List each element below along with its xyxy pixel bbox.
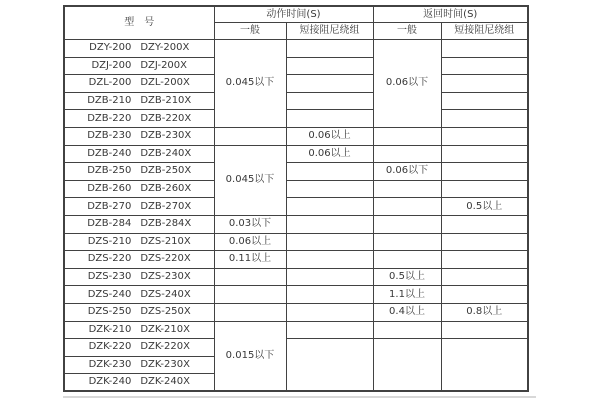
model-cell (64, 127, 214, 145)
action-short-damping-cell (286, 198, 373, 216)
spec-table-body (64, 40, 528, 392)
model-cell (64, 92, 214, 110)
model-name: DZB-284 (87, 218, 132, 230)
return-short-damping-cell (441, 339, 528, 392)
action-short-damping-cell (286, 268, 373, 286)
return-general-cell: 0.4以上 (373, 303, 441, 321)
return-short-damping-cell: 0.8以上 (441, 303, 528, 321)
return-short-damping-cell (441, 215, 528, 233)
table-row (64, 57, 528, 75)
model-name: DZB-284X (140, 218, 192, 230)
col-header-return-general: 一般 (373, 23, 441, 40)
return-general-cell: 0.06以下 (373, 40, 441, 128)
table-row (64, 163, 528, 181)
model-cell (64, 251, 214, 269)
model-cell (64, 40, 214, 58)
model-pair (65, 254, 214, 264)
model-pair (65, 114, 214, 124)
action-short-damping-cell (286, 251, 373, 269)
action-short-damping-cell (286, 286, 373, 304)
model-name: DZB-220X (140, 112, 192, 124)
return-short-damping-cell (441, 251, 528, 269)
model-name: DZS-220X (140, 253, 191, 265)
model-name: DZK-210 (88, 323, 132, 335)
table-row (64, 145, 528, 163)
return-general-cell (373, 198, 441, 216)
action-short-damping-cell (286, 40, 373, 58)
model-name: DZL-200X (140, 77, 190, 89)
model-cell (64, 163, 214, 181)
table-row (64, 268, 528, 286)
model-name: DZK-230X (140, 358, 190, 370)
model-cell (64, 321, 214, 339)
return-general-cell (373, 145, 441, 163)
model-name: DZL-200 (88, 77, 132, 89)
model-pair (65, 184, 214, 194)
model-name: DZB-230X (140, 130, 192, 142)
page-edge-shadow (63, 396, 536, 398)
action-general-cell (214, 268, 286, 286)
return-short-damping-cell (441, 268, 528, 286)
model-cell (64, 75, 214, 93)
action-short-damping-cell (286, 180, 373, 198)
model-name: DZS-210X (140, 235, 191, 247)
return-short-damping-cell (441, 92, 528, 110)
col-header-return-short-damping: 短接阻尼绕组 (441, 23, 528, 40)
action-short-damping-cell (286, 163, 373, 181)
model-pair (65, 131, 214, 141)
return-general-cell: 1.1以上 (373, 286, 441, 304)
action-general-cell (214, 286, 286, 304)
table-row (64, 127, 528, 145)
model-pair (65, 342, 214, 352)
action-short-damping-cell (286, 57, 373, 75)
model-pair (65, 43, 214, 53)
return-short-damping-cell (441, 75, 528, 93)
model-name: DZY-200X (140, 42, 190, 54)
table-row (64, 339, 528, 357)
col-header-model: 型 号 (64, 6, 214, 40)
model-name: DZB-220 (87, 112, 132, 124)
model-pair (65, 149, 214, 159)
return-short-damping-cell (441, 145, 528, 163)
model-name: DZS-240 (87, 288, 132, 300)
model-pair (65, 377, 214, 387)
action-general-cell: 0.015以下 (214, 321, 286, 391)
model-pair (65, 290, 214, 300)
model-pair (65, 219, 214, 229)
model-name: DZB-270X (140, 200, 192, 212)
table-row (64, 321, 528, 339)
table-row (64, 180, 528, 198)
model-name: DZK-240 (88, 376, 132, 388)
table-row (64, 198, 528, 216)
model-pair (65, 307, 214, 317)
col-header-action-time: 动作时间(S) (214, 6, 373, 23)
model-name: DZB-270 (87, 200, 132, 212)
model-name: DZS-220 (87, 253, 132, 265)
model-cell (64, 339, 214, 357)
col-header-action-general: 一般 (214, 23, 286, 40)
action-short-damping-cell (286, 303, 373, 321)
model-pair (65, 272, 214, 282)
model-name: DZK-220X (140, 341, 190, 353)
model-name: DZJ-200 (91, 59, 132, 71)
model-name: DZK-210X (140, 323, 190, 335)
return-general-cell (373, 233, 441, 251)
model-name: DZJ-200X (140, 59, 188, 71)
col-header-return-time: 返回时间(S) (373, 6, 528, 23)
return-short-damping-cell (441, 321, 528, 339)
model-pair (65, 202, 214, 212)
table-row (64, 251, 528, 269)
action-general-cell (214, 303, 286, 321)
model-name: DZS-210 (87, 235, 132, 247)
col-header-action-short-damping: 短接阻尼绕组 (286, 23, 373, 40)
action-short-damping-cell (286, 215, 373, 233)
model-cell (64, 215, 214, 233)
return-short-damping-cell (441, 286, 528, 304)
model-name: DZS-250X (140, 306, 191, 318)
model-pair (65, 61, 214, 71)
model-cell (64, 110, 214, 128)
return-general-cell (373, 251, 441, 269)
model-name: DZS-240X (140, 288, 191, 300)
action-short-damping-cell (286, 92, 373, 110)
model-cell (64, 286, 214, 304)
table-row (64, 303, 528, 321)
model-cell (64, 233, 214, 251)
return-general-cell (373, 180, 441, 198)
model-name: DZK-220 (88, 341, 132, 353)
model-name: DZS-230 (87, 271, 132, 283)
table-row (64, 75, 528, 93)
action-short-damping-cell (286, 339, 373, 392)
model-name: DZB-260 (87, 183, 132, 195)
spec-table-header (64, 6, 528, 40)
model-pair (65, 166, 214, 176)
action-short-damping-cell (286, 321, 373, 339)
table-row (64, 110, 528, 128)
model-name: DZK-230 (88, 358, 132, 370)
table-row (64, 215, 528, 233)
model-name: DZY-200 (89, 42, 132, 54)
return-short-damping-cell (441, 57, 528, 75)
model-name: DZB-240X (140, 147, 192, 159)
model-cell (64, 356, 214, 374)
model-cell (64, 374, 214, 392)
model-name: DZB-260X (140, 183, 192, 195)
model-pair (65, 360, 214, 370)
return-short-damping-cell: 0.5以上 (441, 198, 528, 216)
model-name: DZB-210 (87, 95, 132, 107)
table-row (64, 286, 528, 304)
model-cell (64, 145, 214, 163)
model-name: DZS-230X (140, 271, 191, 283)
model-pair (65, 325, 214, 335)
model-name: DZB-230 (87, 130, 132, 142)
action-short-damping-cell: 0.06以上 (286, 145, 373, 163)
return-short-damping-cell (441, 127, 528, 145)
model-cell (64, 268, 214, 286)
model-cell (64, 180, 214, 198)
table-row (64, 233, 528, 251)
model-pair (65, 78, 214, 88)
model-cell (64, 198, 214, 216)
return-general-cell (373, 127, 441, 145)
return-general-cell (373, 321, 441, 339)
model-name: DZB-250X (140, 165, 192, 177)
return-general-cell: 0.5以上 (373, 268, 441, 286)
model-name: DZK-240X (140, 376, 190, 388)
spec-table (63, 5, 529, 392)
table-row (64, 40, 528, 58)
model-name: DZB-210X (140, 95, 192, 107)
action-short-damping-cell (286, 110, 373, 128)
return-general-cell (373, 339, 441, 392)
model-cell (64, 57, 214, 75)
return-short-damping-cell (441, 110, 528, 128)
return-short-damping-cell (441, 180, 528, 198)
model-name: DZS-250 (87, 306, 132, 318)
action-short-damping-cell (286, 75, 373, 93)
action-short-damping-cell: 0.06以上 (286, 127, 373, 145)
model-cell (64, 303, 214, 321)
model-name: DZB-250 (87, 165, 132, 177)
action-general-cell: 0.045以下 (214, 145, 286, 215)
header-row-groups (64, 6, 528, 23)
action-general-cell: 0.06以上 (214, 233, 286, 251)
return-short-damping-cell (441, 163, 528, 181)
action-general-cell: 0.11以上 (214, 251, 286, 269)
table-row (64, 92, 528, 110)
action-general-cell: 0.045以下 (214, 40, 286, 128)
model-name: DZB-240 (87, 147, 132, 159)
action-short-damping-cell (286, 233, 373, 251)
action-general-cell (214, 127, 286, 145)
return-short-damping-cell (441, 233, 528, 251)
return-short-damping-cell (441, 40, 528, 58)
return-general-cell: 0.06以下 (373, 163, 441, 181)
model-pair (65, 237, 214, 247)
action-general-cell: 0.03以下 (214, 215, 286, 233)
model-pair (65, 96, 214, 106)
return-general-cell (373, 215, 441, 233)
